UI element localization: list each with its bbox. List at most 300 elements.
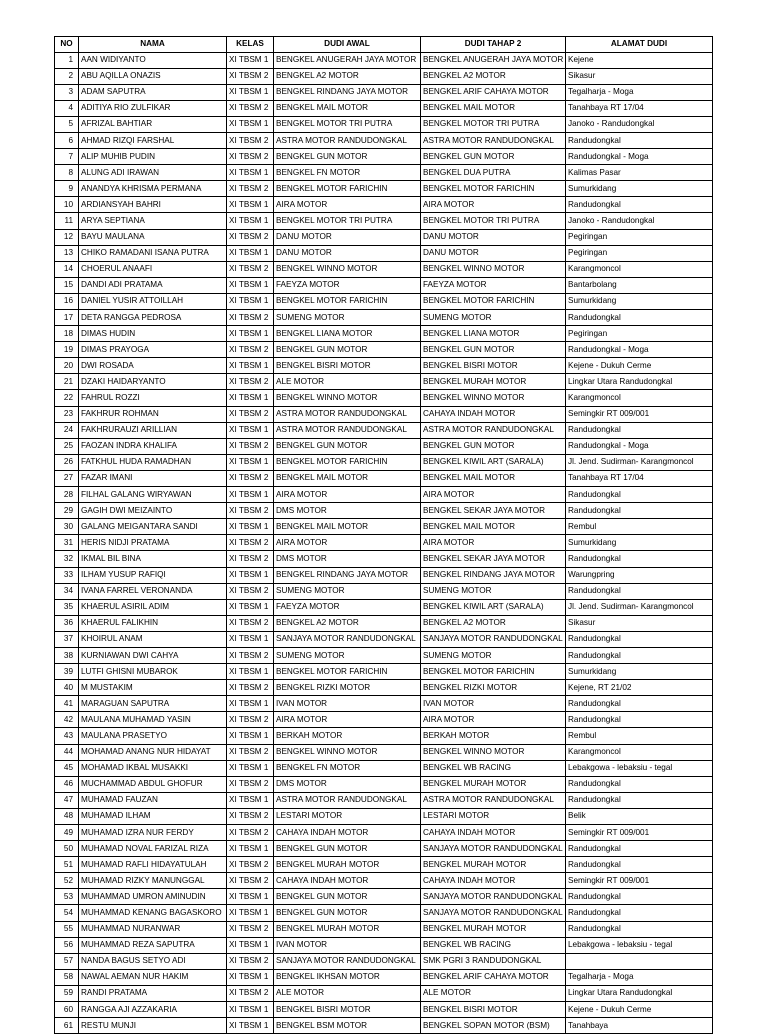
cell-alamat-dudi: Sikasur (566, 615, 713, 631)
cell-dudi-awal: DMS MOTOR (274, 776, 421, 792)
cell-no: 42 (55, 712, 79, 728)
cell-kelas: XI TBSM 1 (227, 519, 274, 535)
table-row (55, 519, 713, 535)
cell-dudi-awal: ASTRA MOTOR RANDUDONGKAL (274, 422, 421, 438)
cell-dudi-tahap-2: ALE MOTOR (421, 985, 566, 1001)
cell-nama: ADAM SAPUTRA (79, 84, 227, 100)
cell-kelas: XI TBSM 2 (227, 470, 274, 486)
table-row (55, 664, 713, 680)
table-row (55, 470, 713, 486)
cell-dudi-tahap-2: BENGKEL RIZKI MOTOR (421, 680, 566, 696)
cell-kelas: XI TBSM 1 (227, 422, 274, 438)
cell-dudi-awal: BENGKEL MURAH MOTOR (274, 857, 421, 873)
cell-no: 60 (55, 1002, 79, 1018)
cell-alamat-dudi: Randudongkal (566, 503, 713, 519)
cell-no: 30 (55, 519, 79, 535)
cell-dudi-awal: ASTRA MOTOR RANDUDONGKAL (274, 132, 421, 148)
cell-nama: FAZAR IMANI (79, 470, 227, 486)
cell-dudi-awal: BENGKEL GUN MOTOR (274, 438, 421, 454)
cell-nama: MUHAMMAD NURANWAR (79, 921, 227, 937)
cell-dudi-awal: BENGKEL BISRI MOTOR (274, 1002, 421, 1018)
cell-alamat-dudi: Tegalharja - Moga (566, 969, 713, 985)
cell-alamat-dudi: Rembul (566, 519, 713, 535)
cell-no: 50 (55, 841, 79, 857)
cell-kelas: XI TBSM 1 (227, 728, 274, 744)
table-row (55, 985, 713, 1001)
table-row (55, 326, 713, 342)
cell-dudi-tahap-2: CAHAYA INDAH MOTOR (421, 406, 566, 422)
cell-dudi-awal: BENGKEL LIANA MOTOR (274, 326, 421, 342)
cell-alamat-dudi: Tanahbaya RT 17/04 (566, 100, 713, 116)
cell-kelas: XI TBSM 1 (227, 631, 274, 647)
cell-nama: DIMAS HUDIN (79, 326, 227, 342)
table-row (55, 116, 713, 132)
cell-nama: MOHAMAD ANANG NUR HIDAYAT (79, 744, 227, 760)
cell-no: 9 (55, 181, 79, 197)
cell-alamat-dudi: Randudongkal (566, 889, 713, 905)
header-nama: NAMA (79, 37, 227, 53)
table-row (55, 261, 713, 277)
cell-dudi-awal: BENGKEL IKHSAN MOTOR (274, 969, 421, 985)
cell-kelas: XI TBSM 2 (227, 342, 274, 358)
cell-alamat-dudi: Warungpring (566, 567, 713, 583)
cell-dudi-awal: BENGKEL MAIL MOTOR (274, 100, 421, 116)
cell-nama: LUTFI GHISNI MUBAROK (79, 664, 227, 680)
table-row (55, 744, 713, 760)
cell-nama: NANDA BAGUS SETYO ADI (79, 953, 227, 969)
cell-nama: DZAKI HAIDARYANTO (79, 374, 227, 390)
cell-kelas: XI TBSM 2 (227, 551, 274, 567)
cell-nama: AFRIZAL BAHTIAR (79, 116, 227, 132)
cell-no: 47 (55, 792, 79, 808)
cell-nama: ALIP MUHIB PUDIN (79, 149, 227, 165)
cell-dudi-awal: BENGKEL MOTOR FARICHIN (274, 664, 421, 680)
cell-alamat-dudi: Randudongkal - Moga (566, 149, 713, 165)
cell-nama: ARYA SEPTIANA (79, 213, 227, 229)
cell-dudi-tahap-2: BENGKEL BISRI MOTOR (421, 1002, 566, 1018)
cell-dudi-tahap-2: BERKAH MOTOR (421, 728, 566, 744)
cell-kelas: XI TBSM 1 (227, 567, 274, 583)
header-alamat-dudi: ALAMAT DUDI (566, 37, 713, 53)
cell-kelas: XI TBSM 2 (227, 310, 274, 326)
table-row (55, 937, 713, 953)
cell-no: 36 (55, 615, 79, 631)
cell-no: 24 (55, 422, 79, 438)
cell-dudi-tahap-2: SANJAYA MOTOR RANDUDONGKAL (421, 889, 566, 905)
cell-alamat-dudi: Bantarbolang (566, 277, 713, 293)
cell-nama: RANGGA AJI AZZAKARIA (79, 1002, 227, 1018)
cell-nama: MOHAMAD IKBAL MUSAKKI (79, 760, 227, 776)
cell-dudi-tahap-2: BENGKEL MAIL MOTOR (421, 470, 566, 486)
table-row (55, 873, 713, 889)
cell-nama: ILHAM YUSUP RAFIQI (79, 567, 227, 583)
table-row (55, 454, 713, 470)
cell-nama: MUHAMAD RAFLI HIDAYATULAH (79, 857, 227, 873)
table-row (55, 68, 713, 84)
cell-dudi-awal: CAHAYA INDAH MOTOR (274, 825, 421, 841)
cell-nama: KHAERUL ASIRIL ADIM (79, 599, 227, 615)
cell-dudi-awal: SANJAYA MOTOR RANDUDONGKAL (274, 953, 421, 969)
cell-dudi-awal: AIRA MOTOR (274, 487, 421, 503)
cell-no: 35 (55, 599, 79, 615)
cell-kelas: XI TBSM 1 (227, 52, 274, 68)
table-row (55, 631, 713, 647)
cell-dudi-awal: BENGKEL MOTOR FARICHIN (274, 293, 421, 309)
cell-dudi-tahap-2: BENGKEL GUN MOTOR (421, 149, 566, 165)
cell-kelas: XI TBSM 2 (227, 261, 274, 277)
cell-no: 8 (55, 165, 79, 181)
cell-dudi-awal: BENGKEL FN MOTOR (274, 165, 421, 181)
table-row (55, 277, 713, 293)
table-row (55, 503, 713, 519)
cell-alamat-dudi: Randudongkal (566, 487, 713, 503)
cell-dudi-tahap-2: BENGKEL SOPAN MOTOR (BSM) (421, 1018, 566, 1034)
table-row (55, 841, 713, 857)
cell-dudi-awal: BENGKEL A2 MOTOR (274, 615, 421, 631)
cell-dudi-awal: BENGKEL GUN MOTOR (274, 905, 421, 921)
table-row (55, 696, 713, 712)
cell-dudi-awal: BENGKEL WINNO MOTOR (274, 744, 421, 760)
cell-dudi-awal: SANJAYA MOTOR RANDUDONGKAL (274, 631, 421, 647)
cell-no: 32 (55, 551, 79, 567)
cell-alamat-dudi: Randudongkal (566, 647, 713, 663)
cell-kelas: XI TBSM 2 (227, 181, 274, 197)
table-row (55, 776, 713, 792)
cell-alamat-dudi: Karangmoncol (566, 744, 713, 760)
cell-alamat-dudi: Pegiringan (566, 326, 713, 342)
cell-dudi-tahap-2: DANU MOTOR (421, 245, 566, 261)
cell-dudi-awal: BENGKEL A2 MOTOR (274, 68, 421, 84)
cell-dudi-awal: BENGKEL MOTOR TRI PUTRA (274, 213, 421, 229)
table-row (55, 808, 713, 824)
header-dudi-tahap-2: DUDI TAHAP 2 (421, 37, 566, 53)
cell-nama: DANIEL YUSIR ATTOILLAH (79, 293, 227, 309)
cell-kelas: XI TBSM 2 (227, 535, 274, 551)
table-row (55, 165, 713, 181)
cell-dudi-awal: CAHAYA INDAH MOTOR (274, 873, 421, 889)
cell-dudi-tahap-2: BENGKEL WB RACING (421, 937, 566, 953)
cell-alamat-dudi: Rembul (566, 728, 713, 744)
cell-alamat-dudi: Sikasur (566, 68, 713, 84)
cell-dudi-tahap-2: DANU MOTOR (421, 229, 566, 245)
cell-dudi-awal: BENGKEL MOTOR TRI PUTRA (274, 116, 421, 132)
cell-nama: AAN WIDIYANTO (79, 52, 227, 68)
cell-nama: RANDI PRATAMA (79, 985, 227, 1001)
cell-no: 29 (55, 503, 79, 519)
table-row (55, 792, 713, 808)
cell-no: 18 (55, 326, 79, 342)
cell-no: 51 (55, 857, 79, 873)
cell-kelas: XI TBSM 1 (227, 1018, 274, 1034)
table-row (55, 213, 713, 229)
cell-kelas: XI TBSM 1 (227, 358, 274, 374)
table-row (55, 857, 713, 873)
cell-nama: MAULANA PRASETYO (79, 728, 227, 744)
cell-no: 5 (55, 116, 79, 132)
student-placement-sheet (54, 36, 712, 1034)
cell-no: 52 (55, 873, 79, 889)
table-row (55, 293, 713, 309)
cell-dudi-tahap-2: BENGKEL GUN MOTOR (421, 438, 566, 454)
cell-kelas: XI TBSM 1 (227, 969, 274, 985)
cell-dudi-tahap-2: CAHAYA INDAH MOTOR (421, 873, 566, 889)
cell-dudi-awal: BENGKEL FN MOTOR (274, 760, 421, 776)
cell-nama: CHIKO RAMADANI ISANA PUTRA (79, 245, 227, 261)
cell-nama: MUHAMMAD UMRON AMINUDIN (79, 889, 227, 905)
cell-kelas: XI TBSM 2 (227, 583, 274, 599)
cell-kelas: XI TBSM 2 (227, 712, 274, 728)
cell-dudi-awal: BENGKEL ANUGERAH JAYA MOTOR (274, 52, 421, 68)
cell-dudi-awal: BENGKEL RINDANG JAYA MOTOR (274, 567, 421, 583)
table-row (55, 84, 713, 100)
cell-no: 27 (55, 470, 79, 486)
cell-no: 11 (55, 213, 79, 229)
cell-dudi-tahap-2: BENGKEL RINDANG JAYA MOTOR (421, 567, 566, 583)
cell-no: 20 (55, 358, 79, 374)
table-row (55, 647, 713, 663)
cell-alamat-dudi: Randudongkal (566, 422, 713, 438)
cell-kelas: XI TBSM 2 (227, 615, 274, 631)
cell-dudi-awal: BENGKEL BSM MOTOR (274, 1018, 421, 1034)
cell-dudi-tahap-2: BENGKEL MAIL MOTOR (421, 519, 566, 535)
cell-alamat-dudi: Randudongkal (566, 551, 713, 567)
cell-nama: NAWAL AEMAN NUR HAKIM (79, 969, 227, 985)
cell-dudi-tahap-2: AIRA MOTOR (421, 197, 566, 213)
cell-no: 28 (55, 487, 79, 503)
cell-kelas: XI TBSM 2 (227, 406, 274, 422)
cell-dudi-tahap-2: BENGKEL SEKAR JAYA MOTOR (421, 551, 566, 567)
cell-kelas: XI TBSM 1 (227, 326, 274, 342)
table-row (55, 889, 713, 905)
cell-nama: FAOZAN INDRA KHALIFA (79, 438, 227, 454)
table-row (55, 712, 713, 728)
cell-no: 59 (55, 985, 79, 1001)
cell-dudi-tahap-2: BENGKEL WINNO MOTOR (421, 390, 566, 406)
cell-kelas: XI TBSM 2 (227, 503, 274, 519)
cell-dudi-tahap-2: BENGKEL WB RACING (421, 760, 566, 776)
cell-no: 56 (55, 937, 79, 953)
cell-nama: RESTU MUNJI (79, 1018, 227, 1034)
cell-alamat-dudi: Randudongkal (566, 841, 713, 857)
cell-nama: DANDI ADI PRATAMA (79, 277, 227, 293)
cell-no: 34 (55, 583, 79, 599)
cell-dudi-awal: BENGKEL RIZKI MOTOR (274, 680, 421, 696)
cell-kelas: XI TBSM 2 (227, 776, 274, 792)
cell-dudi-awal: ALE MOTOR (274, 374, 421, 390)
header-no: NO (55, 37, 79, 53)
cell-nama: KURNIAWAN DWI CAHYA (79, 647, 227, 663)
cell-alamat-dudi: Semingkir RT 009/001 (566, 406, 713, 422)
table-row (55, 599, 713, 615)
cell-dudi-tahap-2: BENGKEL KIWIL ART (SARALA) (421, 454, 566, 470)
cell-no: 17 (55, 310, 79, 326)
cell-alamat-dudi: Tegalharja - Moga (566, 84, 713, 100)
cell-no: 43 (55, 728, 79, 744)
cell-kelas: XI TBSM 1 (227, 165, 274, 181)
cell-dudi-tahap-2: BENGKEL LIANA MOTOR (421, 326, 566, 342)
cell-dudi-awal: DANU MOTOR (274, 245, 421, 261)
cell-dudi-tahap-2: BENGKEL MOTOR FARICHIN (421, 664, 566, 680)
cell-kelas: XI TBSM 2 (227, 953, 274, 969)
cell-no: 31 (55, 535, 79, 551)
cell-dudi-awal: LESTARI MOTOR (274, 808, 421, 824)
cell-alamat-dudi: Kalimas Pasar (566, 165, 713, 181)
cell-kelas: XI TBSM 1 (227, 245, 274, 261)
cell-dudi-tahap-2: SANJAYA MOTOR RANDUDONGKAL (421, 631, 566, 647)
cell-no: 23 (55, 406, 79, 422)
cell-no: 26 (55, 454, 79, 470)
cell-no: 45 (55, 760, 79, 776)
cell-no: 16 (55, 293, 79, 309)
cell-kelas: XI TBSM 1 (227, 841, 274, 857)
cell-kelas: XI TBSM 1 (227, 664, 274, 680)
cell-dudi-awal: BERKAH MOTOR (274, 728, 421, 744)
cell-kelas: XI TBSM 1 (227, 599, 274, 615)
cell-nama: IKMAL BIL BINA (79, 551, 227, 567)
cell-nama: MUHAMAD RIZKY MANUNGGAL (79, 873, 227, 889)
cell-alamat-dudi: Randudongkal (566, 310, 713, 326)
cell-nama: KHOIRUL ANAM (79, 631, 227, 647)
cell-dudi-awal: ASTRA MOTOR RANDUDONGKAL (274, 406, 421, 422)
cell-alamat-dudi: Sumurkidang (566, 293, 713, 309)
cell-no: 19 (55, 342, 79, 358)
cell-dudi-awal: BENGKEL GUN MOTOR (274, 342, 421, 358)
cell-no: 54 (55, 905, 79, 921)
cell-dudi-tahap-2: BENGKEL KIWIL ART (SARALA) (421, 599, 566, 615)
cell-dudi-tahap-2: BENGKEL DUA PUTRA (421, 165, 566, 181)
cell-alamat-dudi: Kejene, RT 21/02 (566, 680, 713, 696)
cell-alamat-dudi: Lebakgowa - lebaksiu - tegal (566, 760, 713, 776)
cell-kelas: XI TBSM 1 (227, 454, 274, 470)
cell-kelas: XI TBSM 1 (227, 889, 274, 905)
cell-no: 33 (55, 567, 79, 583)
cell-dudi-tahap-2: BENGKEL MURAH MOTOR (421, 776, 566, 792)
table-row (55, 132, 713, 148)
cell-no: 7 (55, 149, 79, 165)
cell-no: 37 (55, 631, 79, 647)
cell-no: 41 (55, 696, 79, 712)
cell-nama: FILHAL GALANG WIRYAWAN (79, 487, 227, 503)
cell-dudi-tahap-2: BENGKEL MOTOR TRI PUTRA (421, 116, 566, 132)
cell-dudi-tahap-2: BENGKEL ANUGERAH JAYA MOTOR (421, 52, 566, 68)
cell-dudi-tahap-2: ASTRA MOTOR RANDUDONGKAL (421, 792, 566, 808)
cell-dudi-tahap-2: BENGKEL A2 MOTOR (421, 68, 566, 84)
cell-dudi-awal: DMS MOTOR (274, 503, 421, 519)
cell-nama: ALUNG ADI IRAWAN (79, 165, 227, 181)
cell-no: 48 (55, 808, 79, 824)
cell-alamat-dudi: Tanahbaya (566, 1018, 713, 1034)
table-row (55, 374, 713, 390)
cell-dudi-tahap-2: SANJAYA MOTOR RANDUDONGKAL (421, 841, 566, 857)
cell-nama: HERIS NIDJI PRATAMA (79, 535, 227, 551)
cell-dudi-tahap-2: BENGKEL MOTOR TRI PUTRA (421, 213, 566, 229)
table-row (55, 535, 713, 551)
cell-alamat-dudi: Randudongkal (566, 921, 713, 937)
cell-nama: GAGIH DWI MEIZAINTO (79, 503, 227, 519)
cell-no: 6 (55, 132, 79, 148)
cell-no: 10 (55, 197, 79, 213)
cell-dudi-awal: AIRA MOTOR (274, 712, 421, 728)
table-row (55, 358, 713, 374)
cell-dudi-tahap-2: BENGKEL BISRI MOTOR (421, 358, 566, 374)
cell-nama: ADITIYA RIO ZULFIKAR (79, 100, 227, 116)
cell-alamat-dudi: Kejene (566, 52, 713, 68)
cell-alamat-dudi: Sumurkidang (566, 664, 713, 680)
cell-alamat-dudi: Randudongkal - Moga (566, 438, 713, 454)
cell-kelas: XI TBSM 1 (227, 1002, 274, 1018)
cell-dudi-awal: BENGKEL MAIL MOTOR (274, 519, 421, 535)
cell-alamat-dudi: Pegiringan (566, 229, 713, 245)
cell-nama: DIMAS PRAYOGA (79, 342, 227, 358)
cell-alamat-dudi: Tanahbaya RT 17/04 (566, 470, 713, 486)
cell-no: 14 (55, 261, 79, 277)
cell-alamat-dudi: Sumurkidang (566, 535, 713, 551)
cell-dudi-awal: BENGKEL MURAH MOTOR (274, 921, 421, 937)
cell-no: 39 (55, 664, 79, 680)
cell-nama: MUHAMMAD KENANG BAGASKORO (79, 905, 227, 921)
cell-alamat-dudi: Randudongkal (566, 132, 713, 148)
cell-nama: IVANA FARREL VERONANDA (79, 583, 227, 599)
cell-dudi-tahap-2: SUMENG MOTOR (421, 583, 566, 599)
cell-kelas: XI TBSM 2 (227, 229, 274, 245)
table-row (55, 149, 713, 165)
cell-no: 58 (55, 969, 79, 985)
table-row (55, 953, 713, 969)
cell-kelas: XI TBSM 1 (227, 277, 274, 293)
cell-alamat-dudi: Belik (566, 808, 713, 824)
cell-dudi-tahap-2: BENGKEL GUN MOTOR (421, 342, 566, 358)
cell-alamat-dudi: Kejene - Dukuh Cerme (566, 1002, 713, 1018)
cell-kelas: XI TBSM 1 (227, 760, 274, 776)
cell-dudi-tahap-2: BENGKEL MOTOR FARICHIN (421, 293, 566, 309)
header-row (55, 37, 713, 53)
cell-dudi-tahap-2: BENGKEL SEKAR JAYA MOTOR (421, 503, 566, 519)
cell-alamat-dudi: Janoko - Randudongkal (566, 116, 713, 132)
cell-alamat-dudi: Randudongkal (566, 631, 713, 647)
cell-alamat-dudi: Randudongkal (566, 857, 713, 873)
cell-nama: M MUSTAKIM (79, 680, 227, 696)
cell-kelas: XI TBSM 2 (227, 68, 274, 84)
cell-kelas: XI TBSM 1 (227, 84, 274, 100)
cell-nama: AHMAD RIZQI FARSHAL (79, 132, 227, 148)
cell-dudi-tahap-2: LESTARI MOTOR (421, 808, 566, 824)
cell-no: 4 (55, 100, 79, 116)
cell-dudi-awal: AIRA MOTOR (274, 197, 421, 213)
cell-no: 22 (55, 390, 79, 406)
cell-alamat-dudi: Randudongkal (566, 583, 713, 599)
cell-dudi-awal: SUMENG MOTOR (274, 310, 421, 326)
table-row (55, 728, 713, 744)
cell-nama: ABU AQILLA ONAZIS (79, 68, 227, 84)
table-row (55, 438, 713, 454)
cell-nama: MUHAMAD NOVAL FARIZAL RIZA (79, 841, 227, 857)
cell-kelas: XI TBSM 2 (227, 100, 274, 116)
cell-kelas: XI TBSM 2 (227, 438, 274, 454)
cell-dudi-tahap-2: BENGKEL ARIF CAHAYA MOTOR (421, 84, 566, 100)
table-row (55, 680, 713, 696)
cell-nama: CHOERUL ANAAFI (79, 261, 227, 277)
cell-dudi-tahap-2: AIRA MOTOR (421, 487, 566, 503)
cell-dudi-tahap-2: CAHAYA INDAH MOTOR (421, 825, 566, 841)
cell-dudi-awal: BENGKEL GUN MOTOR (274, 149, 421, 165)
cell-dudi-tahap-2: AIRA MOTOR (421, 712, 566, 728)
cell-kelas: XI TBSM 2 (227, 647, 274, 663)
cell-nama: MARAGUAN SAPUTRA (79, 696, 227, 712)
table-row (55, 825, 713, 841)
cell-dudi-awal: DMS MOTOR (274, 551, 421, 567)
cell-dudi-tahap-2: BENGKEL MURAH MOTOR (421, 921, 566, 937)
cell-dudi-awal: SUMENG MOTOR (274, 647, 421, 663)
